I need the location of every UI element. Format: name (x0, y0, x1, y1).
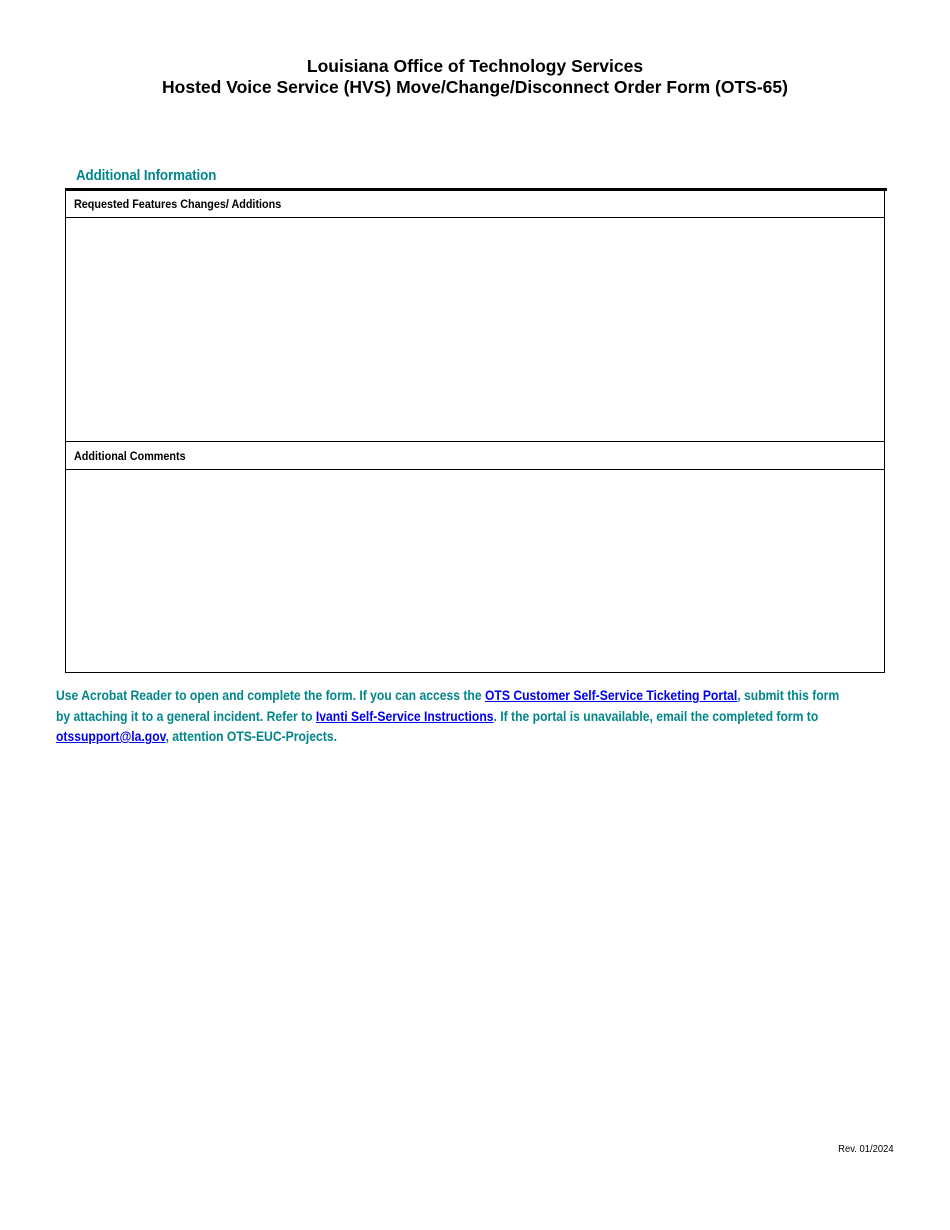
features-changes-field[interactable] (66, 218, 884, 442)
ots-portal-link[interactable]: OTS Customer Self-Service Ticketing Portal (484, 688, 738, 703)
section-heading-additional-information: Additional Information (76, 168, 217, 184)
additional-comments-label (66, 442, 884, 470)
features-changes-label (66, 191, 884, 218)
revision-label: Rev. 01/2024 (838, 1143, 894, 1155)
instructions-text-3: by attaching it to a general incident. Refer to (56, 708, 316, 724)
page-title (0, 56, 950, 98)
page-title-line2: Hosted Voice Service (HVS) Move/Change/Disconnect Order Form (OTS-65) (162, 77, 788, 97)
additional-comments-field[interactable] (66, 470, 884, 673)
instructions-line-3 (56, 727, 848, 748)
features-changes-label-text: Requested Features Changes/ Additions (74, 197, 282, 211)
page-title-line1: Louisiana Office of Technology Services (306, 56, 644, 76)
support-email-link[interactable]: otssupport@la.gov (56, 729, 166, 744)
additional-information-table (65, 188, 885, 673)
instructions-text-2: , submit this form (737, 688, 840, 703)
instructions-line-1 (56, 686, 848, 707)
instructions-text-1: Use Acrobat Reader to open and complete the form. If you can access the (56, 688, 485, 703)
instructions-line-2 (56, 707, 848, 728)
submission-instructions (56, 686, 936, 748)
additional-comments-label-text: Additional Comments (74, 449, 186, 463)
instructions-text-5: , attention OTS-EUC-Projects. (165, 729, 337, 744)
instructions-text-4: . If the portal is unavailable, email the completed form to (493, 708, 819, 724)
ivanti-instructions-link[interactable]: Ivanti Self-Service Instructions (315, 708, 494, 724)
